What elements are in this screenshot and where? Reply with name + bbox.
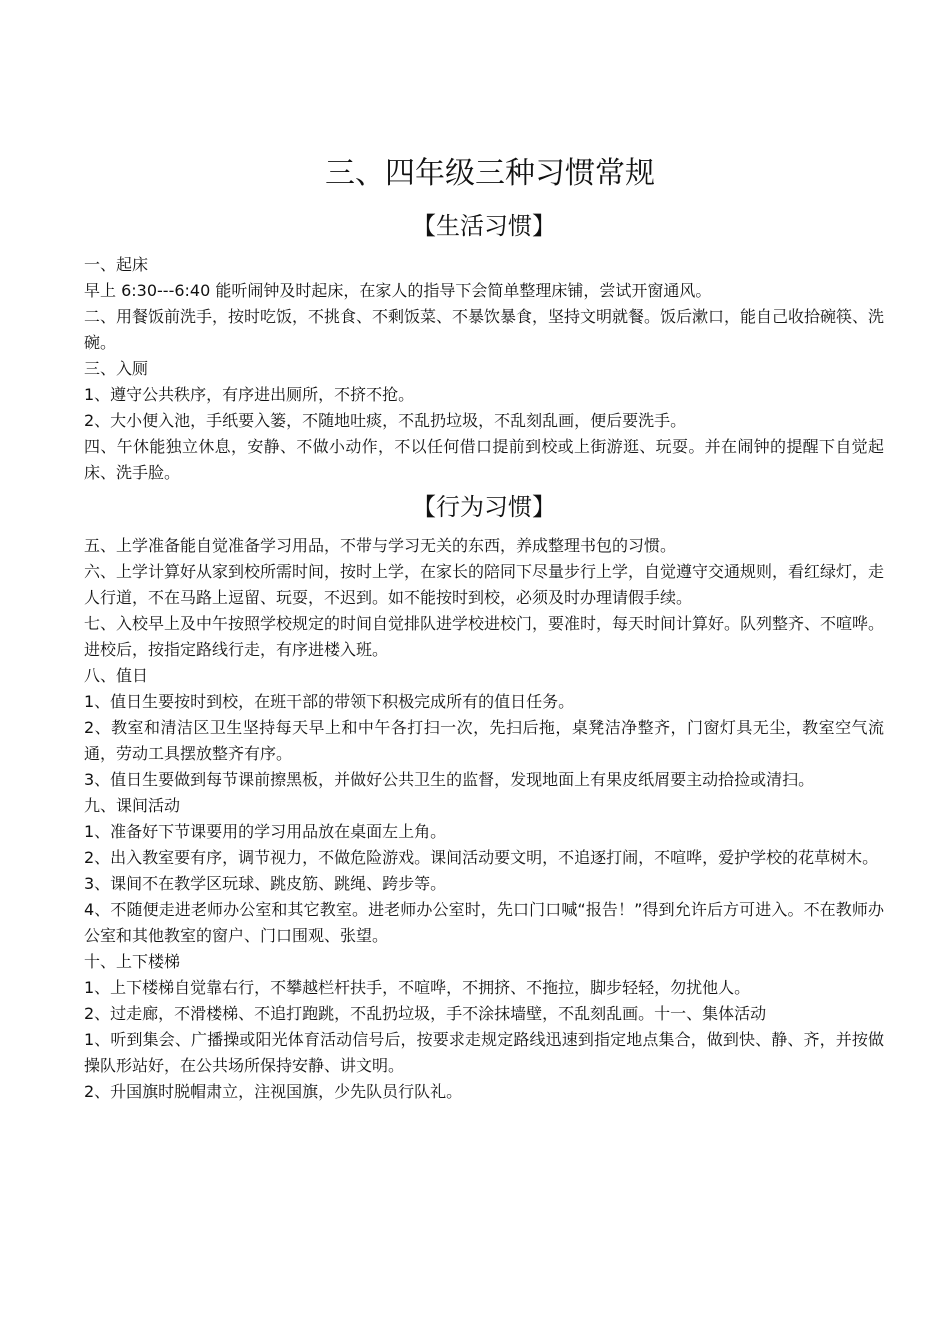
paragraph: 3、课间不在教学区玩球、跳皮筋、跳绳、跨步等。 [84,874,447,893]
section-behavior-habits [84,487,884,1105]
paragraph: 2、大小便入池，手纸要入篓，不随地吐痰，不乱扔垃圾，不乱刻乱画，便后要洗手。 [84,411,687,430]
paragraph: 1、听到集会、广播操或阳光体育活动信号后，按要求走规定路线迅速到指定地点集合，做到快、静、齐，并按做操队形站好，在公共场所保持安静、讲文明。 [84,1030,884,1075]
paragraph: 十、上下楼梯 [84,952,181,971]
paragraph: 七、入校早上及中午按照学校规定的时间自觉排队进学校进校门，要准时，每天时间计算好。队列整齐、不喧哗。进校后，按指定路线行走，有序进楼入班。 [84,614,885,659]
paragraph: 二、用餐饭前洗手，按时吃饭，不挑食、不剩饭菜、不暴饮暴食，坚持文明就餐。饭后漱口，能自己收拾碗筷、洗碗。 [84,307,885,352]
paragraph: 八、值日 [84,666,149,685]
paragraph: 3、值日生要做到每节课前擦黑板，并做好公共卫生的监督，发现地面上有果皮纸屑要主动拾捡或清扫。 [84,770,815,789]
paragraph: 2、出入教室要有序，调节视力，不做危险游戏。课间活动要文明，不追逐打闹，不喧哗，爱护学校的花草树木。 [84,848,879,867]
section-heading: 【生活习惯】 [412,212,556,240]
section-life-habits [84,206,884,486]
paragraph: 1、准备好下节课要用的学习用品放在桌面左上角。 [84,822,447,841]
document-title: 三、四年级三种习惯常规 [325,156,655,191]
paragraph: 2、教室和清洁区卫生坚持每天早上和中午各打扫一次，先扫后拖，桌凳洁净整齐，门窗灯具无尘，教室空气流通，劳动工具摆放整齐有序。 [84,718,884,763]
paragraph: 一、起床 [84,255,149,274]
paragraph: 九、课间活动 [84,796,181,815]
paragraph: 2、过走廊，不滑楼梯、不追打跑跳，不乱扔垃圾，手不涂抹墙壁，不乱刻乱画。十一、集体活动 [84,1004,767,1023]
paragraph: 三、入厕 [84,359,149,378]
paragraph: 四、午休能独立休息，安静、不做小动作，不以任何借口提前到校或上街游逛、玩耍。并在闹钟的提醒下自觉起床、洗手脸。 [84,437,884,482]
paragraph: 1、上下楼梯自觉靠右行，不攀越栏杆扶手，不喧哗，不拥挤、不拖拉，脚步轻轻，勿扰他人。 [84,978,751,997]
document-page [84,150,884,1106]
paragraph: 1、值日生要按时到校，在班干部的带领下积极完成所有的值日任务。 [84,692,575,711]
paragraph: 早上 6:30---6:40 能听闹钟及时起床，在家人的指导下会简单整理床铺，尝试开窗通风。 [84,281,712,300]
paragraph: 4、不随便走进老师办公室和其它教室。进老师办公室时，先口门口喊“报告！”得到允许后方可进入。不在教师办公室和其他教室的窗户、门口围观、张望。 [84,900,884,945]
paragraph: 1、遵守公共秩序，有序进出厕所，不挤不抢。 [84,385,415,404]
paragraph: 六、上学计算好从家到校所需时间，按时上学，在家长的陪同下尽量步行上学，自觉遵守交通规则，看红绿灯，走人行道，不在马路上逗留、玩耍，不迟到。如不能按时到校，必须及时办理请假手续。 [84,562,885,607]
paragraph: 五、上学准备能自觉准备学习用品，不带与学习无关的东西，养成整理书包的习惯。 [84,536,677,555]
section-heading: 【行为习惯】 [412,493,556,521]
paragraph: 2、升国旗时脱帽肃立，注视国旗，少先队员行队礼。 [84,1082,463,1101]
